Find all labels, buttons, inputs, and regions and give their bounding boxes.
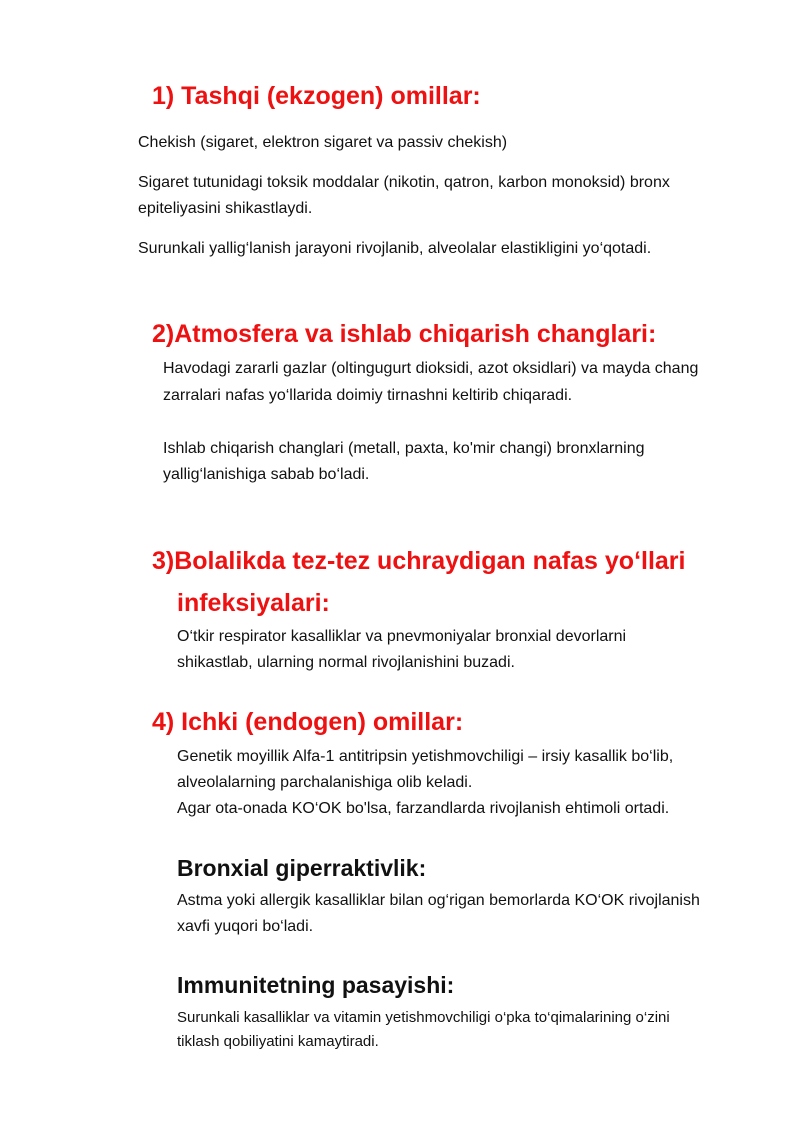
section-heading-atmosphere-dust: 2)Atmosfera va ishlab chiqarish changlari: [152, 320, 657, 348]
paragraph-line: yallig‘lanishiga sabab bo‘ladi. [163, 466, 370, 483]
paragraph-line: Genetik moyillik Alfa-1 antitripsin yetishmovchiligi – irsiy kasallik bo‘lib, [177, 748, 674, 765]
paragraph-line: shikastlab, ularning normal rivojlanishini buzadi. [177, 654, 515, 671]
section-heading-internal-factors: 4) Ichki (endogen) omillar: [152, 708, 464, 736]
paragraph-line: epiteliyasini shikastlaydi. [138, 200, 313, 217]
section-heading-external-factors: 1) Tashqi (ekzogen) omillar: [152, 82, 481, 110]
paragraph-line: tiklash qobiliyatini kamaytiradi. [177, 1033, 379, 1050]
paragraph-line: Sigaret tutunidagi toksik moddalar (nikotin, qatron, karbon monoksid) bronx [138, 174, 670, 191]
paragraph: Agar ota-onada KO‘OK bo'lsa, farzandlarda rivojlanish ehtimoli ortadi. [177, 800, 670, 817]
paragraph: Surunkali yallig‘lanish jarayoni rivojlanib, alveolalar elastikligini yo‘qotadi. [138, 240, 652, 257]
paragraph-line: xavfi yuqori bo‘ladi. [177, 918, 314, 935]
paragraph-line: alveolalarning parchalanishiga olib keladi. [177, 774, 473, 791]
paragraph-line: Surunkali kasalliklar va vitamin yetishmovchiligi o‘pka to‘qimalarining o‘zini [177, 1009, 670, 1026]
paragraph-line: Ishlab chiqarish changlari (metall, paxta, ko'mir changi) bronxlarning [163, 440, 645, 457]
subheading-immunity-decline: Immunitetning pasayishi: [177, 972, 455, 998]
subheading-bronchial-hyperreactivity: Bronxial giperraktivlik: [177, 855, 427, 881]
paragraph-line: zarralari nafas yo‘llarida doimiy tirnashni keltirib chiqaradi. [163, 387, 573, 404]
paragraph-line: Havodagi zararli gazlar (oltingugurt dioksidi, azot oksidlari) va mayda chang [163, 360, 699, 377]
section-heading-childhood-infections-cont: infeksiyalari: [177, 589, 330, 617]
paragraph-line: O‘tkir respirator kasalliklar va pnevmoniyalar bronxial devorlarni [177, 628, 627, 645]
paragraph-line: Astma yoki allergik kasalliklar bilan og‘rigan bemorlarda KO‘OK rivojlanish [177, 892, 700, 909]
section-heading-childhood-infections: 3)Bolalikda tez-tez uchraydigan nafas yo‘llari [152, 547, 686, 575]
paragraph: Chekish (sigaret, elektron sigaret va passiv chekish) [138, 134, 508, 151]
